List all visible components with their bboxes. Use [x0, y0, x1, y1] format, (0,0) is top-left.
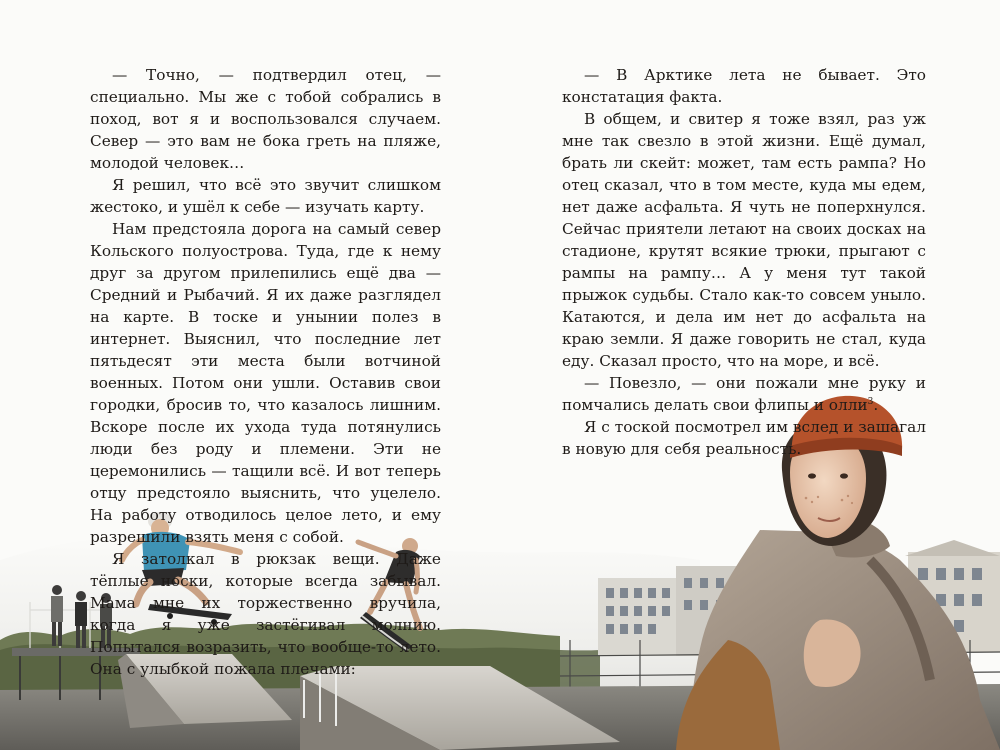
paragraph: Я с тоской посмотрел им вслед и зашагал в новую для себя реальность. — [562, 418, 926, 458]
paragraph: Нам предстояла дорога на самый север Кольского полуострова. Туда, где к нему друг за другом прилепились ещё два — Средний и Рыбачий. Я их даже разглядел на карте. В тоске и унынии полез в интернет. Выяснил, что последние лет пятьдесят эти места были вотчиной военных. Потом они ушли. Оставив свои городки, бросив то, что казалось лишним. Вскоре после их ухода туда потянулись люди без роду и племени. Эти не церемонились — тащили всё. И вот теперь отцу предстояло выяснить, что уцелело. На работу отводилось целое лето, и ему разрешили взять меня с собой. — [90, 220, 441, 546]
paragraph: Я затолкал в рюкзак вещи. Даже тёплые носки, которые всегда забывал. Мама мне их торжественно вручила, когда я уже застёгивал молнию. Попытался возразить, что вообще-то лето. Она с улыбкой пожала плечами: — [90, 550, 441, 678]
footnote-mark: 3 — [867, 396, 874, 407]
text-column-right — [562, 64, 926, 460]
paragraph: В общем, и свитер я тоже взял, раз уж мне так свезло в этой жизни. Ещё думал, брать ли скейт: может, там есть рампа? Но отец сказал, что в том месте, куда мы едем, нет даже асфальта. Я чуть не поперхнулся. Сейчас приятели летают на своих досках на стадионе, крутят всякие трюки, прыгают с рампы на рампу… А у меня тут такой прыжок судьбы. Стало как-то совсем уныло. Катаются, и дела им нет до асфальта на краю земли. Я даже говорить не стал, куда еду. Сказал просто, что на море, и всё. — [562, 110, 926, 370]
paragraph: — В Арктике лета не бывает. Это констатация факта. — [562, 66, 926, 106]
paragraph-text: — Повезло, — они пожали мне руку и помчались делать свои флипы и олли — [562, 374, 926, 414]
paragraph: — Повезло, — они пожали мне руку и помчались делать свои флипы и олли$^3$. — [562, 374, 926, 414]
paragraph: Я решил, что всё это звучит слишком жестоко, и ушёл к себе — изучать карту. — [90, 176, 441, 216]
text-column-left — [90, 64, 441, 680]
paragraph: — Точно, — подтвердил отец, — специально. Мы же с тобой собрались в поход, вот я и воспользовался случаем. Север — это вам не бока греть на пляже, молодой человек… — [90, 66, 441, 172]
